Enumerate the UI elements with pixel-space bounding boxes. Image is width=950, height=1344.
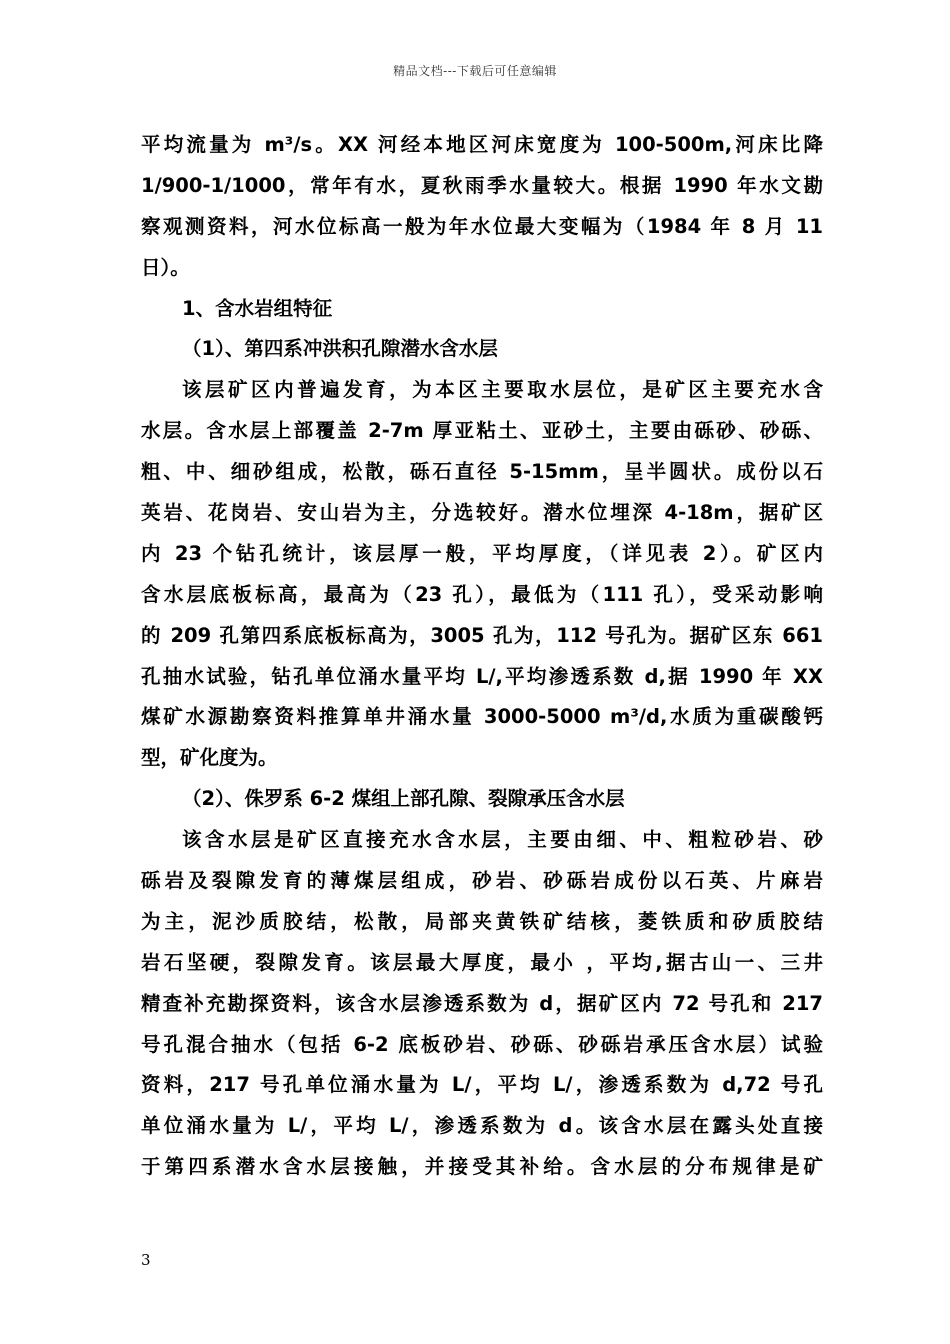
text-line: 煤矿水源勘察资料推算单井涌水量 3000-5000 m³/d,水质为重碳酸钙 xyxy=(141,705,823,729)
document-body xyxy=(141,125,823,1188)
section-heading: 1、含水岩组特征 xyxy=(182,296,333,320)
page-number: 3 xyxy=(141,1251,151,1269)
text-line: 含水层底板标高，最高为（23 孔），最低为（111 孔），受采动影响 xyxy=(141,582,823,606)
text-line: 为主，泥沙质胶结，松散，局部夹黄铁矿结核，菱铁质和矽质胶结 xyxy=(141,909,823,933)
text-line: 粗、中、细砂组成，松散，砾石直径 5-15mm，呈半圆状。成份以石 xyxy=(141,460,823,484)
text-line: 英岩、花岗岩、安山岩为主，分选较好。潜水位埋深 4-18m，据矿区 xyxy=(141,501,823,525)
subsection-heading: （2）、侏罗系 6-2 煤组上部孔隙、裂隙承压含水层 xyxy=(182,787,625,811)
text-line: 1/900-1/1000，常年有水，夏秋雨季水量较大。根据 1990 年水文勘 xyxy=(141,173,823,197)
text-line: 砾岩及裂隙发育的薄煤层组成，砂岩、砂砾岩成份以石英、片麻岩 xyxy=(141,869,823,893)
text-line: 水层。含水层上部覆盖 2-7m 厚亚粘土、亚砂土，主要由砾砂、砂砾、 xyxy=(141,419,823,443)
text-line: 号孔混合抽水（包括 6-2 底板砂岩、砂砾、砂砾岩承压含水层）试验 xyxy=(141,1032,823,1056)
text-line: 孔抽水试验，钻孔单位涌水量平均 L/,平均渗透系数 d,据 1990 年 XX xyxy=(141,664,823,688)
subsection-heading: （1）、第四系冲洪积孔隙潜水含水层 xyxy=(182,337,498,361)
text-line: 于第四系潜水含水层接触，并接受其补给。含水层的分布规律是矿 xyxy=(141,1155,823,1179)
text-line: 内 23 个钻孔统计，该层厚一般，平均厚度，（详见表 2）。矿区内 xyxy=(141,541,823,565)
text-line: 日）。 xyxy=(141,255,190,279)
text-line: 该层矿区内普遍发育，为本区主要取水层位，是矿区主要充水含 xyxy=(182,378,823,402)
text-line: 单位涌水量为 L/，平均 L/，渗透系数为 d。该含水层在露头处直接 xyxy=(141,1114,823,1138)
text-line: 资料，217 号孔单位涌水量为 L/，平均 L/，渗透系数为 d,72 号孔 xyxy=(141,1073,823,1097)
text-line: 该含水层是矿区直接充水含水层，主要由细、中、粗粒砂岩、砂 xyxy=(182,828,823,852)
text-line: 平均流量为 m³/s。XX 河经本地区河床宽度为 100-500m,河床比降 xyxy=(141,133,823,156)
text-line: 岩石坚硬，裂隙发育。该层最大厚度，最小 ，平均,据古山一、三井 xyxy=(141,950,823,974)
page-header: 精品文档---下载后可任意编辑 xyxy=(393,64,557,78)
text-line: 的 209 孔第四系底板标高为，3005 孔为，112 号孔为。据矿区东 661 xyxy=(141,623,823,647)
text-line: 察观测资料，河水位标高一般为年水位最大变幅为（1984 年 8 月 11 xyxy=(141,214,823,238)
text-line: 精查补充勘探资料，该含水层渗透系数为 d，据矿区内 72 号孔和 217 xyxy=(141,991,823,1015)
text-line: 型，矿化度为。 xyxy=(141,746,278,770)
